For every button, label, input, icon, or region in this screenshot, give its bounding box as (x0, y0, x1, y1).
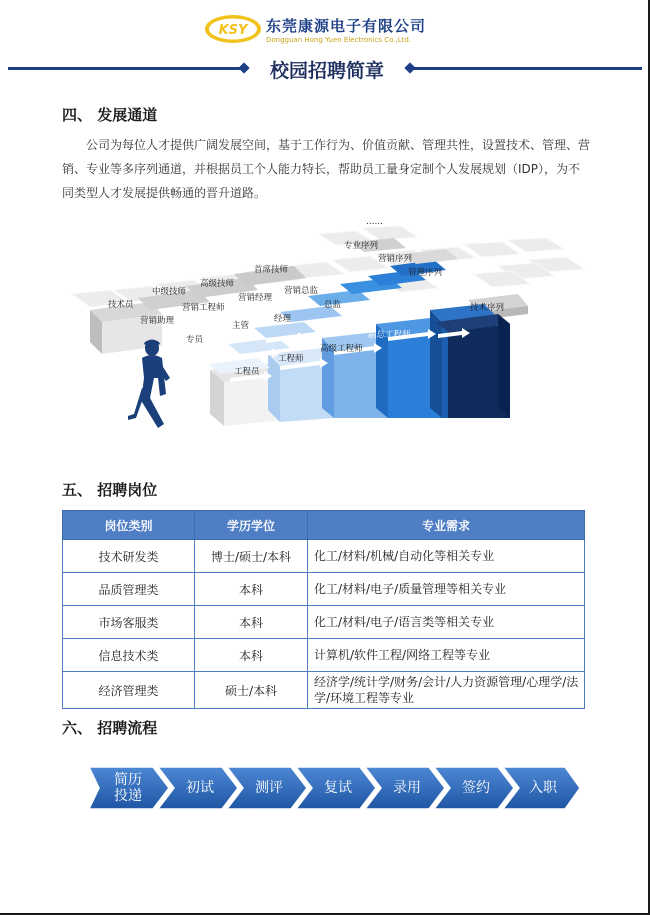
col-header-category: 岗位类别 (63, 511, 195, 540)
table-row (63, 606, 585, 639)
cell-degree: 本科 (195, 639, 308, 672)
col-header-major: 专业需求 (308, 511, 585, 540)
cell-category: 信息技术类 (63, 639, 195, 672)
label-engineer: 工程师 (278, 354, 304, 364)
positions-table (62, 510, 585, 709)
step-label-onboard: 入职 (529, 780, 557, 796)
cell-category: 经济管理类 (63, 672, 195, 709)
cell-category: 技术研发类 (63, 540, 195, 573)
label-sales-assistant: 营销助理 (140, 316, 175, 326)
cell-degree: 本科 (195, 606, 308, 639)
label-mgmt-seq: 管理序列 (408, 268, 443, 278)
step-label-second-interview: 复试 (324, 780, 352, 796)
company-logo (204, 14, 262, 44)
label-sales-manager: 营销经理 (238, 293, 273, 303)
cell-degree: 本科 (195, 573, 308, 606)
cell-major: 计算机/软件工程/网络工程等专业 (308, 639, 585, 672)
step-label-sign: 签约 (462, 780, 490, 796)
label-director: 总监 (324, 300, 342, 310)
section-heading-process: 六、 招聘流程 (62, 719, 158, 737)
company-name-cn: 东莞康源电子有限公司 (266, 17, 427, 35)
label-sales-engineer: 营销工程师 (182, 303, 225, 313)
col-header-degree: 学历学位 (195, 511, 308, 540)
label-manager: 经理 (274, 314, 292, 324)
label-deputy-chief-engineer: 副总工程师 (368, 330, 411, 340)
label-supervisor: 主管 (232, 321, 250, 331)
label-sales-seq: 营销序列 (378, 254, 413, 264)
cell-major: 经济学/统计学/财务/会计/人力资源管理/心理学/法学/环境工程等专业 (308, 672, 585, 709)
step-label-assessment: 测评 (255, 780, 283, 796)
cell-major: 化工/材料/机械/自动化等相关专业 (308, 540, 585, 573)
label-sales-director: 营销总监 (284, 286, 319, 296)
cell-degree: 博士/硕士/本科 (195, 540, 308, 573)
logo-lettering: KSY (218, 23, 248, 38)
development-paragraph: 公司为每位人才提供广阔发展空间，基于工作行为、价值贡献、管理共性，设置技术、管理、营销、专业等多序列通道，并根据员工个人能力特长，帮助员工量身定制个人发展规划（IDP），为不同类型人才发展提供畅通的晋升道路。 (62, 138, 591, 200)
label-professional-seq: 专业序列 (344, 241, 379, 251)
label-engineer-staff: 工程员 (234, 367, 260, 377)
label-specialist: 专员 (186, 335, 204, 345)
cell-degree: 硕士/本科 (195, 672, 308, 709)
cell-major: 化工/材料/电子/质量管理等相关专业 (308, 573, 585, 606)
table-row (63, 540, 585, 573)
step-label-resume: 简历 投递 (114, 772, 142, 804)
label-tech-seq: 技术序列 (470, 303, 505, 313)
cell-category: 品质管理类 (63, 573, 195, 606)
table-row (63, 573, 585, 606)
career-path-diagram (58, 214, 598, 429)
label-mid-tech: 中级技师 (152, 287, 187, 297)
section-heading-positions: 五、 招聘岗位 (62, 481, 158, 499)
company-name-en: Dongguan Hong Yuen Electronics Co.,Ltd. (266, 36, 412, 44)
label-senior-tech: 高级技师 (200, 279, 235, 289)
walking-person (128, 340, 170, 429)
step-label-hire: 录用 (393, 780, 421, 796)
cell-category: 市场客服类 (63, 606, 195, 639)
section-heading-development: 四、 发展通道 (62, 106, 158, 124)
table-row (63, 639, 585, 672)
table-header-row (63, 511, 585, 540)
page-title: 校园招聘简章 (269, 60, 384, 82)
table-row (63, 672, 585, 709)
cell-major: 化工/材料/电子/语言类等相关专业 (308, 606, 585, 639)
ellipsis-label: …… (366, 217, 383, 227)
label-senior-engineer: 高级工程师 (320, 344, 363, 354)
label-chief-tech: 首席技师 (254, 265, 289, 275)
label-tech-staff: 技术员 (108, 300, 134, 310)
step-label-first-interview: 初试 (186, 780, 214, 796)
